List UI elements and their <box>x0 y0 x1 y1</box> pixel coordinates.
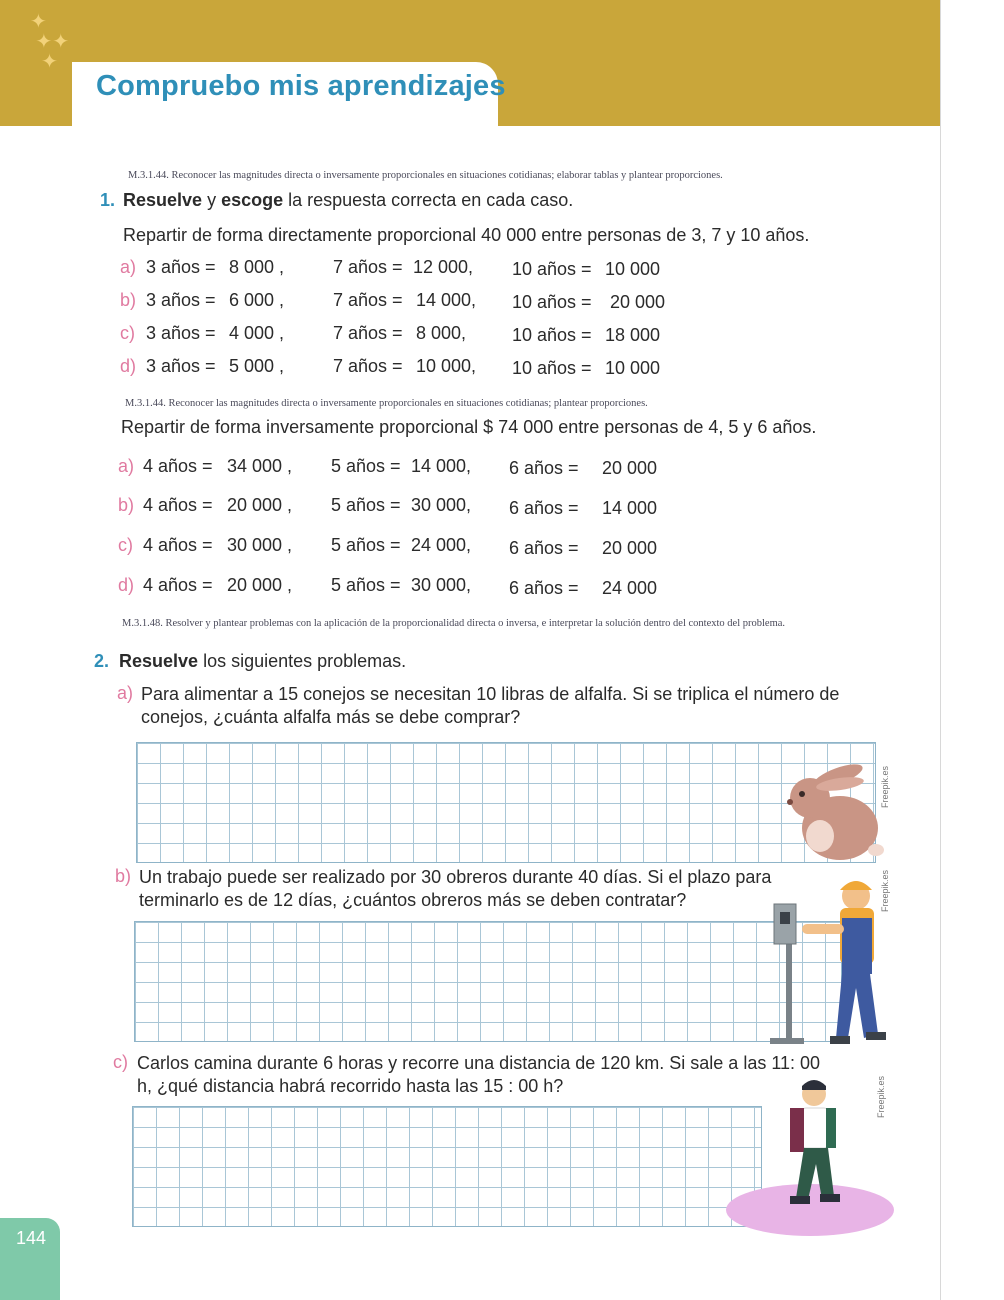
option-age-1: 3 años = <box>146 290 216 310</box>
instruction-connector: y <box>202 190 222 210</box>
part-a-prompt: Repartir de forma directamente proporcional 40 000 entre personas de 3, 7 y 10 años. <box>123 225 810 245</box>
option-value-1: 34 000 , <box>227 456 293 476</box>
instruction-bold-escoge: escoge <box>221 190 284 210</box>
instruction-bold-resuelve: Resuelve <box>123 190 203 210</box>
option-age-1: 4 años = <box>143 535 213 555</box>
option-age-1: 4 años = <box>143 575 213 595</box>
option-label: b) <box>118 495 135 515</box>
instruction-rest: los siguientes problemas. <box>198 651 407 671</box>
problem-c-label: c) <box>113 1052 128 1072</box>
option-value-3: 10 000 <box>605 259 661 279</box>
option-value-1: 5 000 , <box>229 356 285 376</box>
image-credit-3: Freepik.es <box>876 1075 886 1118</box>
option-label: d) <box>118 575 135 595</box>
option-value-2: 8 000, <box>416 323 467 343</box>
option-age-1: 4 años = <box>143 495 213 515</box>
option-value-2: 10 000, <box>416 356 477 376</box>
page-title: Compruebo mis aprendizajes <box>96 70 506 102</box>
option-value-2: 30 000, <box>411 575 472 595</box>
question-1-number: 1. <box>100 190 116 210</box>
question-2-number: 2. <box>94 651 110 671</box>
option-age-3: 10 años = <box>512 292 592 312</box>
page-number: 144 <box>16 1228 47 1248</box>
rabbit-icon <box>780 758 890 862</box>
question-1-instruction <box>123 190 573 211</box>
option-age-3: 10 años = <box>512 325 592 345</box>
option-value-2: 30 000, <box>411 495 472 515</box>
option-age-2: 7 años = <box>333 290 403 310</box>
option-value-1: 8 000 , <box>229 257 285 277</box>
option-age-3: 6 años = <box>509 498 579 518</box>
option-value-1: 6 000 , <box>229 290 285 310</box>
skill-standard-1: M.3.1.44. Reconocer las magnitudes directa o inversamente proporcionales en situaciones cotidianas; elaborar tablas y plantear proporciones. <box>128 170 723 181</box>
instruction-bold-resuelve: Resuelve <box>119 651 199 671</box>
page-right-margin <box>940 0 1004 1300</box>
option-age-2: 5 años = <box>331 575 401 595</box>
option-value-2: 14 000, <box>411 456 472 476</box>
option-age-2: 5 años = <box>331 495 401 515</box>
option-age-2: 7 años = <box>333 323 403 343</box>
option-value-3: 18 000 <box>605 325 661 345</box>
option-age-2: 5 años = <box>331 535 401 555</box>
problem-a-label: a) <box>117 683 134 703</box>
option-value-1: 30 000 , <box>227 535 293 555</box>
sparkle-decoration-icon: ✦ ✦✦ ✦ <box>30 11 70 73</box>
image-credit-2: Freepik.es <box>880 869 890 912</box>
skill-standard-2: M.3.1.44. Reconocer las magnitudes directa o inversamente proporcionales en situaciones cotidianas; plantear proporciones. <box>125 398 648 409</box>
problem-c-text: Carlos camina durante 6 horas y recorre una distancia de 120 km. Si sale a las 11: 00 h, ¿qué distancia habrá recorrido hasta las 15 : 00 h? <box>137 1053 821 1096</box>
option-value-1: 20 000 , <box>227 495 293 515</box>
option-age-1: 3 años = <box>146 356 216 376</box>
option-age-3: 6 años = <box>509 578 579 598</box>
option-value-3: 20 000 <box>602 458 658 478</box>
skill-standard-3: M.3.1.48. Resolver y plantear problemas con la aplicación de la proporcionalidad directa o inversa, e interpretar la solución dentro del contexto del problema. <box>122 618 786 629</box>
answer-grid-b[interactable] <box>134 921 842 1042</box>
option-age-3: 10 años = <box>512 358 592 378</box>
option-age-1: 3 años = <box>146 323 216 343</box>
option-value-3: 14 000 <box>602 498 658 518</box>
option-label: c) <box>120 323 135 343</box>
option-age-3: 10 años = <box>512 259 592 279</box>
instruction-rest: la respuesta correcta en cada caso. <box>283 190 574 210</box>
option-label: c) <box>118 535 133 555</box>
option-label: a) <box>120 257 137 277</box>
problem-a-text: Para alimentar a 15 conejos se necesitan 10 libras de alfalfa. Si se triplica el número de conejos, ¿cuánta alfalfa más se debe comprar? <box>141 684 840 727</box>
option-label: a) <box>118 456 135 476</box>
option-age-2: 7 años = <box>333 356 403 376</box>
option-value-2: 24 000, <box>411 535 472 555</box>
part-b-prompt: Repartir de forma inversamente proporcional $ 74 000 entre personas de 4, 5 y 6 años. <box>121 417 817 437</box>
walking-man-icon <box>718 1075 898 1238</box>
option-value-3: 20 000 <box>610 292 666 312</box>
option-age-2: 5 años = <box>331 456 401 476</box>
option-value-1: 20 000 , <box>227 575 293 595</box>
option-value-3: 10 000 <box>605 358 661 378</box>
page-number-tab <box>0 1218 60 1300</box>
option-label: b) <box>120 290 137 310</box>
option-value-3: 20 000 <box>602 538 658 558</box>
question-2-instruction <box>119 651 406 672</box>
option-value-2: 12 000, <box>413 257 474 277</box>
option-age-1: 4 años = <box>143 456 213 476</box>
option-age-3: 6 años = <box>509 458 579 478</box>
option-age-1: 3 años = <box>146 257 216 277</box>
answer-grid-a[interactable] <box>136 742 876 863</box>
option-value-1: 4 000 , <box>229 323 285 343</box>
answer-grid-c[interactable] <box>132 1106 762 1227</box>
image-credit-1: Freepik.es <box>880 765 890 808</box>
option-value-3: 24 000 <box>602 578 658 598</box>
option-label: d) <box>120 356 137 376</box>
problem-b-text: Un trabajo puede ser realizado por 30 obreros durante 40 días. Si el plazo para terminarlo es de 12 días, ¿cuántos obreros más se deben contratar? <box>139 867 772 910</box>
option-age-2: 7 años = <box>333 257 403 277</box>
option-value-2: 14 000, <box>416 290 477 310</box>
problem-b-label: b) <box>115 866 132 886</box>
option-age-3: 6 años = <box>509 538 579 558</box>
